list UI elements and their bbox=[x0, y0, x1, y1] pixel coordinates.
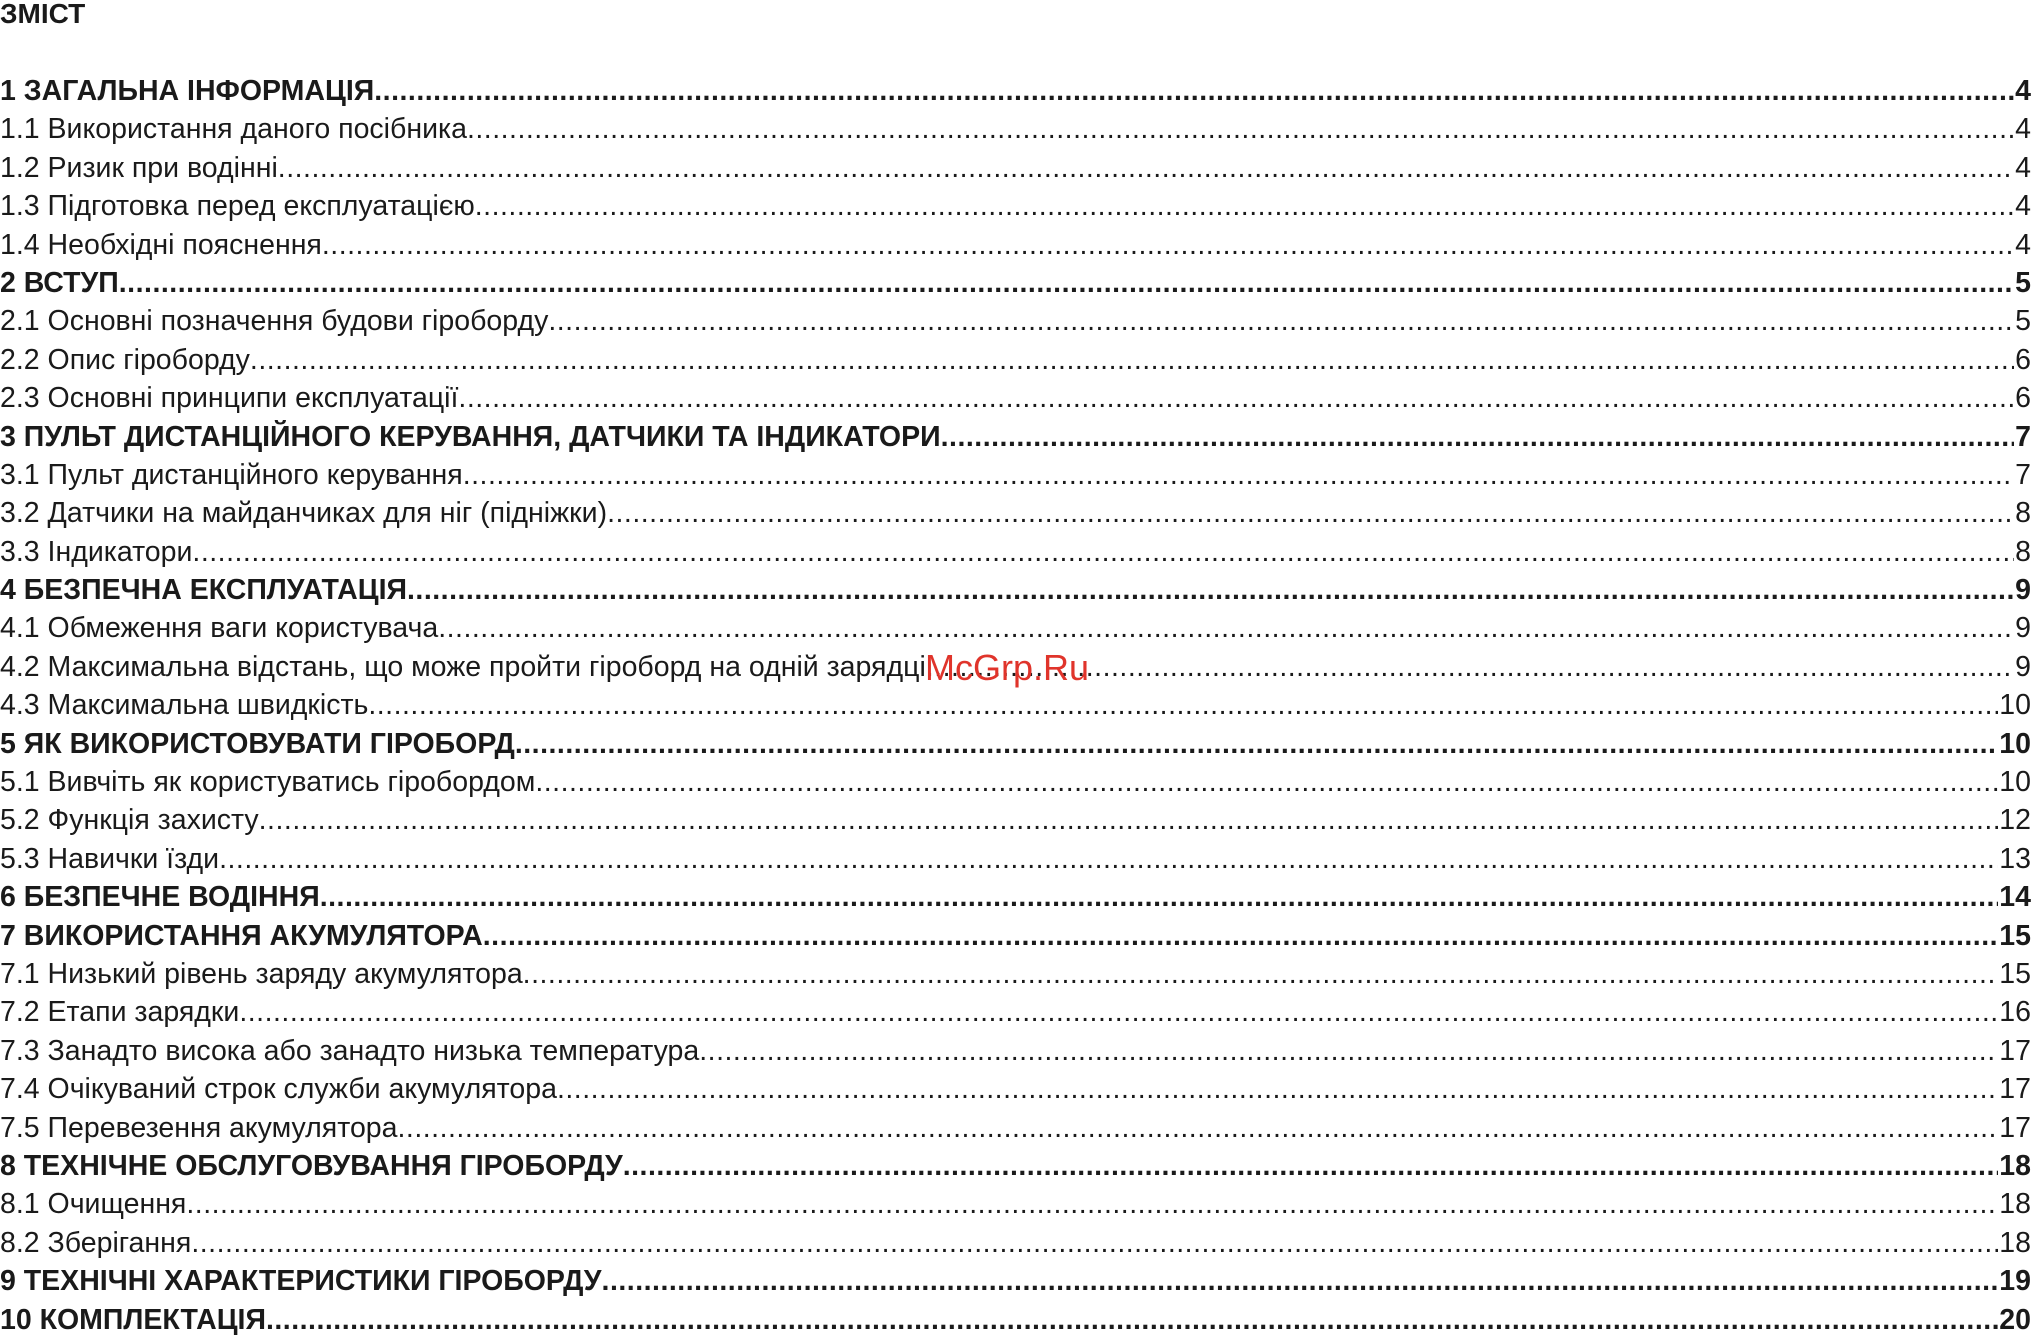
toc-entry-title: 3.2 Датчики на майданчиках для ніг (підніжки) bbox=[0, 497, 608, 530]
toc-page-number: 9 bbox=[2015, 650, 2031, 683]
toc-page-number: 16 bbox=[1999, 996, 2031, 1029]
toc-page-number: 17 bbox=[1999, 1073, 2031, 1106]
toc-dot-leader bbox=[219, 840, 1998, 878]
toc-dot-leader bbox=[250, 341, 2014, 379]
toc-page-number: 10 bbox=[1999, 727, 2031, 760]
toc-entry-title: 8.2 Зберігання bbox=[0, 1226, 192, 1259]
toc-entry[interactable] bbox=[0, 1109, 2031, 1147]
toc-dot-leader bbox=[699, 1032, 1998, 1070]
toc-page-number: 14 bbox=[1999, 881, 2031, 914]
toc-page-number: 18 bbox=[1999, 1188, 2031, 1221]
toc-entry-title: 7.1 Низький рівень заряду акумулятора bbox=[0, 957, 523, 990]
toc-entry-title: 2.1 Основні позначення будови гіроборду bbox=[0, 305, 549, 338]
toc-page-number: 6 bbox=[2015, 343, 2031, 376]
toc-entry[interactable] bbox=[0, 955, 2031, 993]
toc-dot-leader bbox=[191, 1224, 1998, 1262]
toc-entry-title: 5.1 Вивчіть як користуватись гіробордом bbox=[0, 766, 536, 799]
toc-dot-leader bbox=[398, 1109, 1999, 1147]
toc-page-number: 9 bbox=[2015, 574, 2031, 607]
toc-entry[interactable] bbox=[0, 226, 2031, 264]
toc-dot-leader bbox=[941, 418, 2015, 456]
toc-entry-title: 2.2 Опис гіроборду bbox=[0, 343, 250, 376]
toc-entry[interactable] bbox=[0, 725, 2031, 763]
toc-page-number: 5 bbox=[2015, 266, 2031, 299]
toc-dot-leader bbox=[322, 226, 2014, 264]
toc-dot-leader bbox=[192, 533, 2014, 571]
toc-entry[interactable] bbox=[0, 379, 2031, 417]
toc-page-number: 18 bbox=[1999, 1226, 2031, 1259]
toc-page-number: 17 bbox=[1999, 1111, 2031, 1144]
toc-page-number: 17 bbox=[1999, 1034, 2031, 1067]
toc-dot-leader bbox=[438, 609, 2014, 647]
toc-page-number: 4 bbox=[2015, 151, 2031, 184]
toc-dot-leader bbox=[119, 264, 2014, 302]
toc-page-number: 10 bbox=[1999, 766, 2031, 799]
toc-page-number: 6 bbox=[2015, 382, 2031, 415]
toc-entry[interactable] bbox=[0, 494, 2031, 532]
toc-title: ЗМІСТ bbox=[0, 0, 86, 29]
toc-dot-leader bbox=[266, 1301, 1998, 1339]
toc-entry-title: 1 ЗАГАЛЬНА ІНФОРМАЦІЯ bbox=[0, 75, 375, 107]
toc-entry[interactable] bbox=[0, 609, 2031, 647]
toc-entry-title: 2.3 Основні принципи експлуатації bbox=[0, 382, 459, 415]
toc-entry[interactable] bbox=[0, 1262, 2031, 1300]
toc-entry[interactable] bbox=[0, 840, 2031, 878]
toc-dot-leader bbox=[483, 917, 1999, 955]
toc-page-number: 12 bbox=[1999, 804, 2031, 837]
toc-entry-title: 8 ТЕХНІЧНЕ ОБСЛУГОВУВАННЯ ГІРОБОРДУ bbox=[0, 1149, 623, 1182]
toc-page-number: 15 bbox=[1999, 957, 2031, 990]
toc-dot-leader bbox=[926, 648, 2014, 686]
toc-dot-leader bbox=[548, 302, 2014, 340]
toc-entry[interactable] bbox=[0, 1032, 2031, 1070]
toc-page-number: 4 bbox=[2015, 190, 2031, 223]
toc-entry[interactable] bbox=[0, 302, 2031, 340]
toc-dot-leader bbox=[407, 571, 2014, 609]
toc-entry-title: 3.3 Індикатори bbox=[0, 535, 193, 568]
toc-page-number: 10 bbox=[1999, 689, 2031, 722]
toc-entry[interactable] bbox=[0, 110, 2031, 148]
toc-entry-title: 4.2 Максимальна відстань, що може пройти гіроборд на одній зарядці bbox=[0, 650, 926, 683]
toc-page-number: 15 bbox=[1999, 919, 2031, 952]
toc-page-number: 5 bbox=[2015, 305, 2031, 338]
toc-entry-title: 1.3 Підготовка перед експлуатацією bbox=[0, 190, 475, 223]
toc-page-number: 4 bbox=[2015, 75, 2031, 107]
toc-entry[interactable] bbox=[0, 763, 2031, 801]
toc-entry-title: 1.4 Необхідні пояснення bbox=[0, 228, 322, 261]
toc-entry[interactable] bbox=[0, 878, 2031, 916]
toc-entry[interactable] bbox=[0, 1185, 2031, 1223]
toc-entry[interactable] bbox=[0, 1224, 2031, 1262]
toc-dot-leader bbox=[368, 686, 1998, 724]
toc-page-number: 9 bbox=[2015, 612, 2031, 645]
toc-entry-title: 2 ВСТУП bbox=[0, 266, 119, 299]
toc-entry-title: 7.4 Очікуваний строк служби акумулятора bbox=[0, 1073, 557, 1106]
toc-entry[interactable] bbox=[0, 993, 2031, 1031]
toc-entry[interactable] bbox=[0, 456, 2031, 494]
toc-dot-leader bbox=[458, 379, 2014, 417]
toc-page-number: 20 bbox=[1999, 1303, 2031, 1336]
toc-page-number: 8 bbox=[2015, 535, 2031, 568]
toc-dot-leader bbox=[535, 763, 1998, 801]
toc-dot-leader bbox=[467, 110, 2014, 148]
toc-dot-leader bbox=[463, 456, 2014, 494]
toc-entry-title: 3.1 Пульт дистанційного керування bbox=[0, 458, 463, 491]
toc-page-number: 8 bbox=[2015, 497, 2031, 530]
toc-page-number: 13 bbox=[1999, 842, 2031, 875]
watermark: McGrp.Ru bbox=[925, 647, 1090, 688]
toc-entry-title: 5.3 Навички їзди bbox=[0, 842, 220, 875]
table-of-contents bbox=[0, 72, 2031, 1339]
toc-dot-leader bbox=[623, 1147, 1999, 1185]
toc-entry-title: 5.2 Функція захисту bbox=[0, 804, 259, 837]
toc-entry[interactable] bbox=[0, 264, 2031, 302]
toc-dot-leader bbox=[523, 955, 1999, 993]
toc-entry[interactable] bbox=[0, 1070, 2031, 1108]
toc-entry-title: 3 ПУЛЬТ ДИСТАНЦІЙНОГО КЕРУВАННЯ, ДАТЧИКИ ТА ІНДИКАТОРИ bbox=[0, 420, 941, 453]
toc-entry[interactable] bbox=[0, 801, 2031, 839]
toc-entry[interactable] bbox=[0, 1147, 2031, 1185]
toc-entry[interactable] bbox=[0, 533, 2031, 571]
toc-page-number: 4 bbox=[2015, 228, 2031, 261]
toc-entry-title: 8.1 Очищення bbox=[0, 1188, 187, 1221]
toc-page-number: 18 bbox=[1999, 1149, 2031, 1182]
toc-page-number: 7 bbox=[2015, 420, 2031, 453]
toc-entry[interactable] bbox=[0, 917, 2031, 955]
toc-entry-title: 1.1 Використання даного посібника bbox=[0, 113, 467, 146]
toc-entry-title: 10 КОМПЛЕКТАЦІЯ bbox=[0, 1303, 266, 1336]
toc-entry[interactable] bbox=[0, 149, 2031, 187]
toc-entry[interactable] bbox=[0, 1301, 2031, 1339]
toc-dot-leader bbox=[320, 878, 1999, 916]
toc-entry[interactable] bbox=[0, 418, 2031, 456]
toc-entry-title: 1.2 Ризик при водінні bbox=[0, 151, 278, 184]
toc-entry[interactable] bbox=[0, 341, 2031, 379]
toc-page-number: 7 bbox=[2015, 458, 2031, 491]
toc-dot-leader bbox=[186, 1185, 1998, 1223]
toc-page-number: 4 bbox=[2015, 113, 2031, 146]
toc-dot-leader bbox=[475, 187, 2014, 225]
toc-dot-leader bbox=[239, 993, 1998, 1031]
toc-dot-leader bbox=[278, 149, 2014, 187]
toc-entry-title: 6 БЕЗПЕЧНЕ ВОДІННЯ bbox=[0, 881, 320, 914]
toc-entry-title: 7.2 Етапи зарядки bbox=[0, 996, 240, 1029]
toc-dot-leader bbox=[607, 494, 2014, 532]
toc-entry-title: 9 ТЕХНІЧНІ ХАРАКТЕРИСТИКИ ГІРОБОРДУ bbox=[0, 1265, 602, 1298]
toc-entry-title: 7 ВИКОРИСТАННЯ АКУМУЛЯТОРА bbox=[0, 919, 483, 952]
toc-dot-leader bbox=[602, 1262, 1999, 1300]
toc-dot-leader bbox=[259, 801, 1999, 839]
toc-entry-title: 4 БЕЗПЕЧНА ЕКСПЛУАТАЦІЯ bbox=[0, 574, 407, 607]
toc-entry[interactable] bbox=[0, 686, 2031, 724]
toc-page-number: 19 bbox=[1999, 1265, 2031, 1298]
toc-dot-leader bbox=[374, 72, 2014, 110]
toc-dot-leader bbox=[515, 725, 1998, 763]
toc-entry[interactable] bbox=[0, 187, 2031, 225]
toc-entry-title: 4.3 Максимальна швидкість bbox=[0, 689, 369, 722]
toc-entry-title: 7.3 Занадто висока або занадто низька температура bbox=[0, 1034, 700, 1067]
toc-entry-title: 5 ЯК ВИКОРИСТОВУВАТИ ГІРОБОРД bbox=[0, 727, 515, 760]
toc-entry-title: 7.5 Перевезення акумулятора bbox=[0, 1111, 398, 1144]
toc-dot-leader bbox=[557, 1070, 1998, 1108]
toc-entry[interactable] bbox=[0, 571, 2031, 609]
toc-entry[interactable] bbox=[0, 72, 2031, 110]
toc-entry-title: 4.1 Обмеження ваги користувача bbox=[0, 612, 439, 645]
